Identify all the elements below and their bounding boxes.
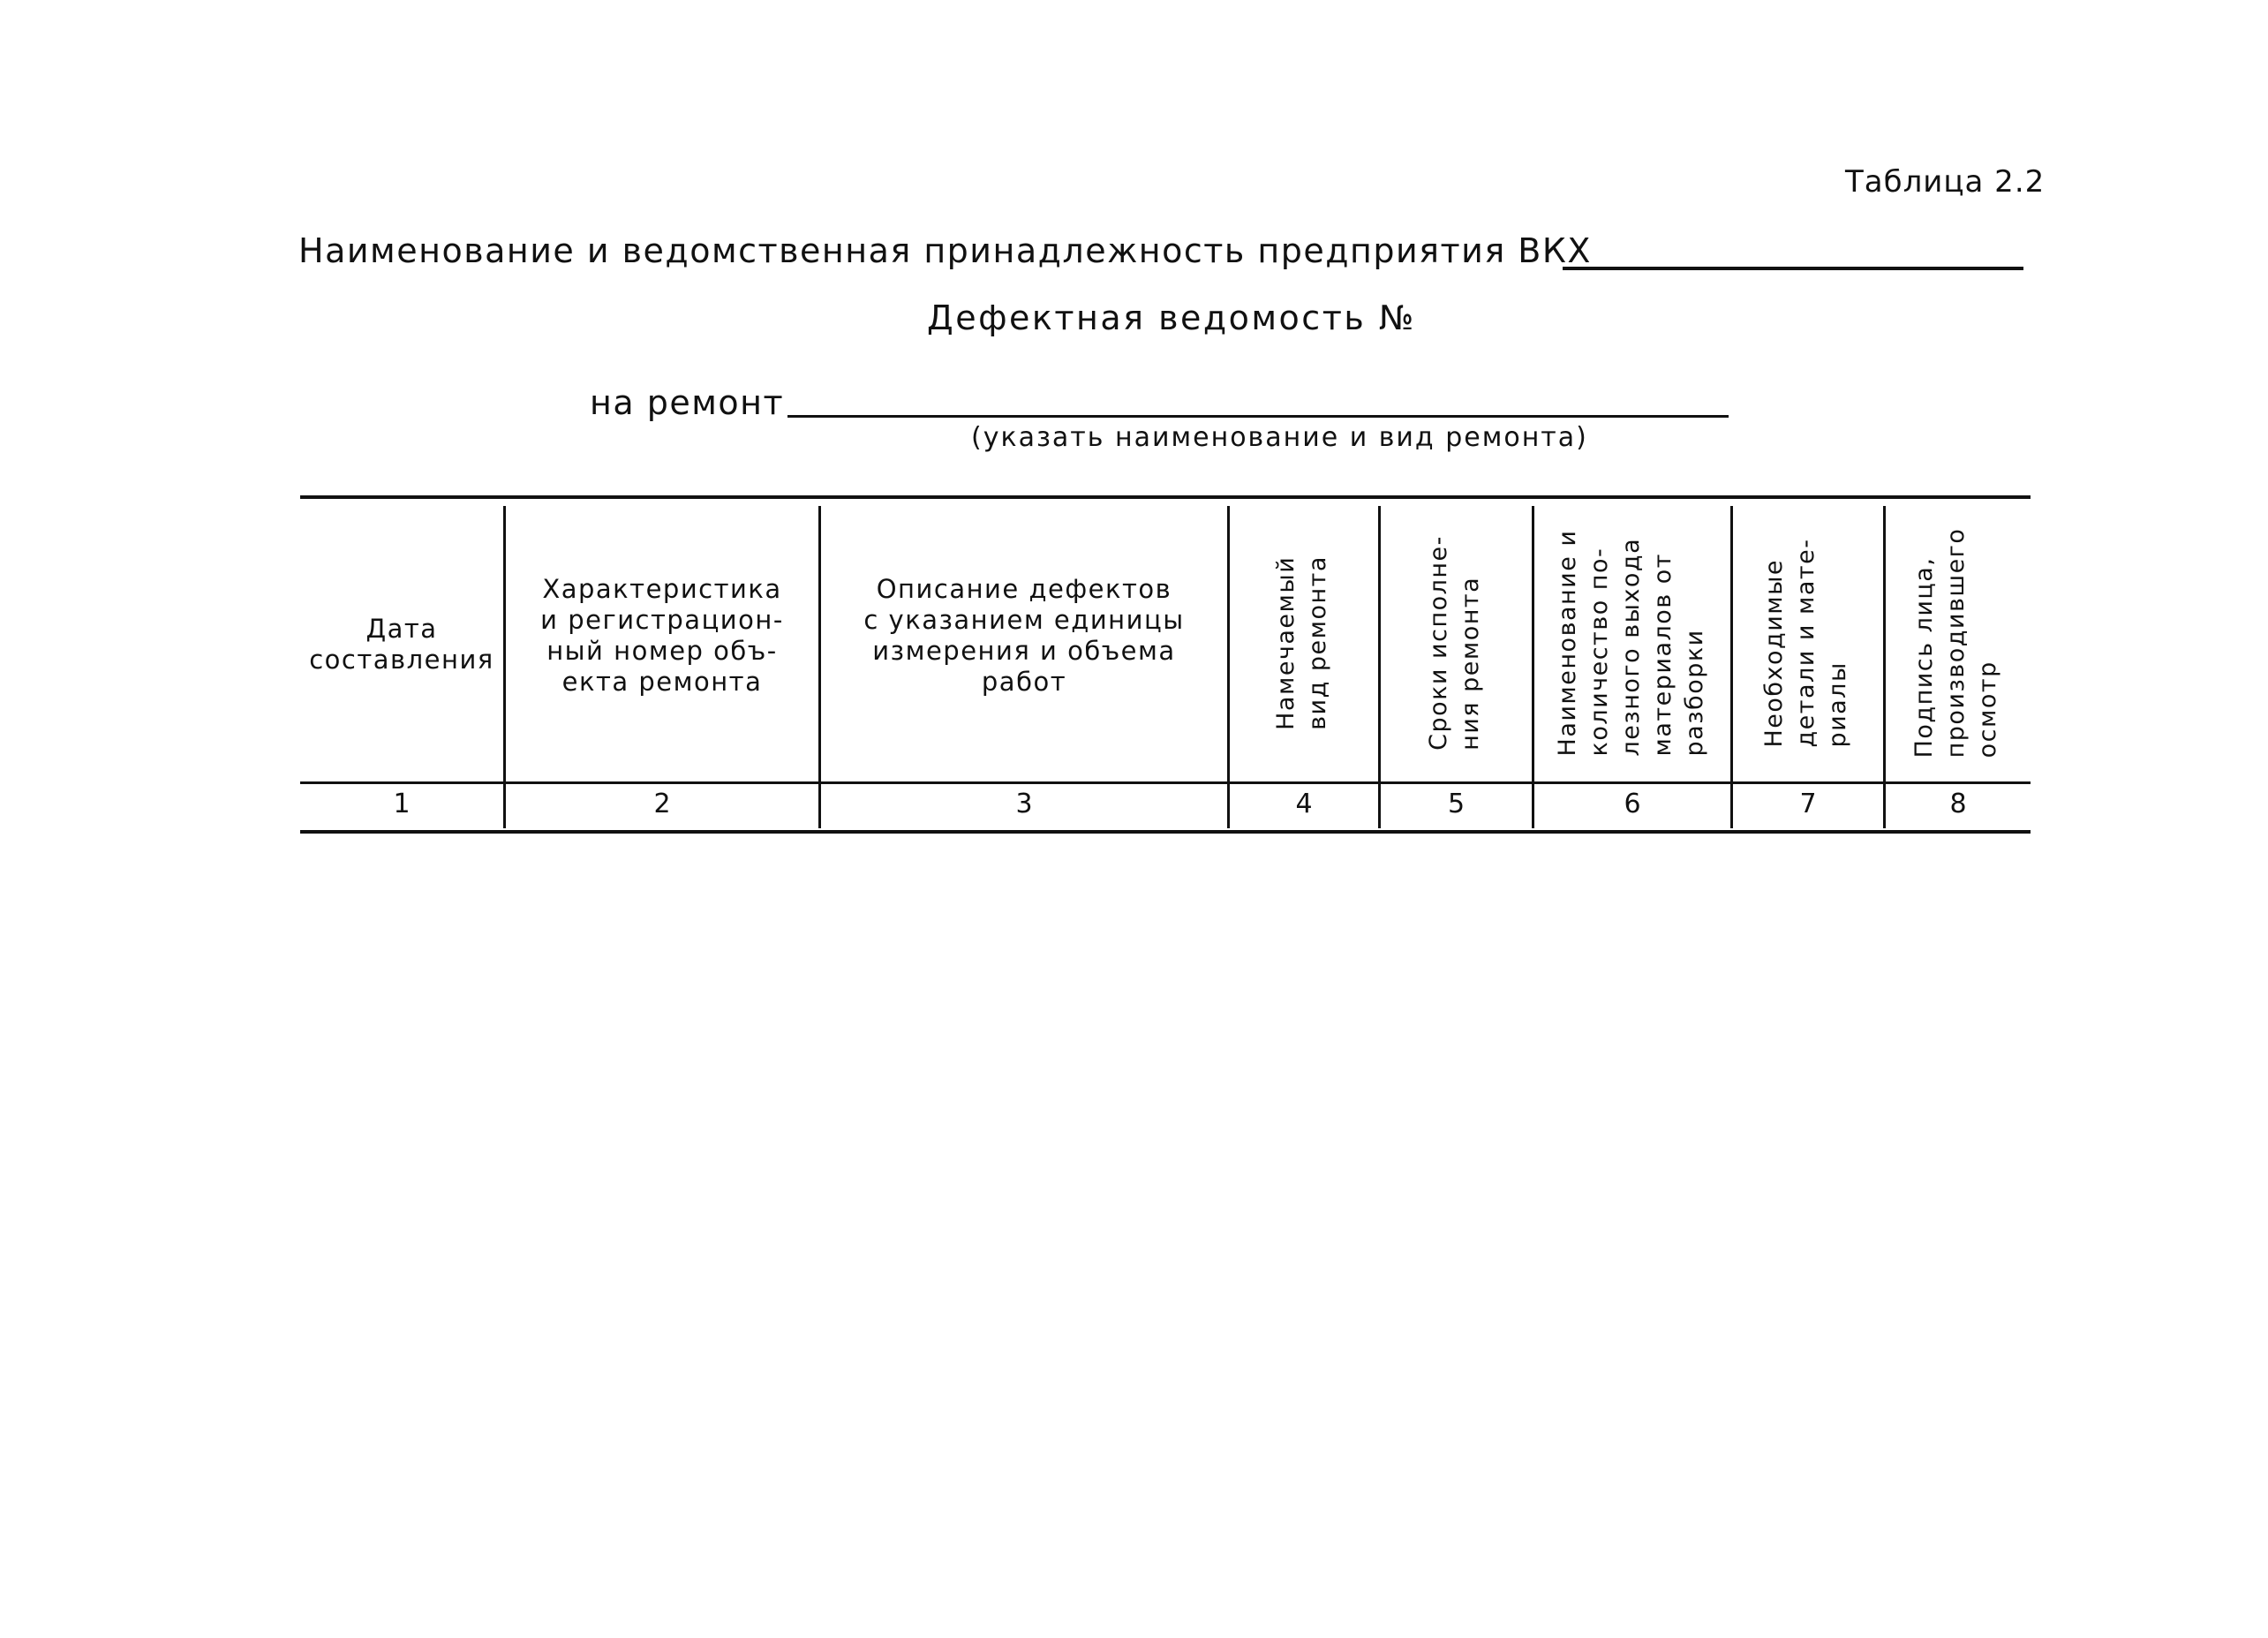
column-number: 3	[1015, 789, 1033, 819]
column-number: 1	[393, 789, 411, 819]
repair-label: на ремонт	[590, 383, 785, 422]
table-bottom-rule	[300, 830, 2031, 834]
column-divider	[1378, 506, 1381, 828]
column-number: 7	[1799, 789, 1817, 819]
column-header-label: Сроки исполне- ния ремонта	[1425, 535, 1484, 751]
column-header-object	[506, 556, 818, 715]
table-number: Таблица 2.2	[1845, 164, 2046, 200]
column-header-signature	[1886, 510, 2027, 775]
column-header-repair-type	[1232, 510, 1373, 775]
column-number: 8	[1949, 789, 1967, 819]
column-header-label: Дата составления	[309, 614, 494, 675]
column-header-label: Описание дефектов с указанием единицы измерения и объема работ	[863, 574, 1185, 697]
column-header-defects	[821, 556, 1227, 715]
column-header-label: Необходимые детали и мате- риалы	[1760, 538, 1851, 748]
repair-blank-line	[787, 415, 1729, 418]
organization-blank-line	[1563, 267, 2023, 270]
column-header-deadline	[1384, 510, 1526, 775]
column-header-label: Намечаемый вид ремонта	[1272, 555, 1331, 730]
column-header-salvage	[1539, 510, 1724, 775]
column-number: 2	[653, 789, 671, 819]
column-number: 5	[1447, 789, 1466, 819]
column-header-label: Подпись лица, производившего осмотр	[1910, 527, 2001, 759]
column-divider	[1532, 506, 1534, 828]
repair-hint: (указать наименование и вид ремонта)	[971, 422, 1588, 453]
column-header-date	[300, 565, 503, 724]
organization-label: Наименование и ведомственная принадлежность предприятия ВКХ	[298, 231, 1592, 270]
column-divider	[1730, 506, 1733, 828]
column-number: 6	[1624, 789, 1641, 819]
document-title: Дефектная ведомость №	[927, 298, 1416, 337]
column-divider	[1227, 506, 1230, 828]
header-bottom-rule	[300, 781, 2031, 784]
column-header-label: Наименование и количество по- лезного выхода материалов от разборки	[1554, 529, 1708, 757]
column-header-label: Характеристика и регистрацион- ный номер объ- екта ремонта	[540, 574, 784, 697]
column-number: 4	[1295, 789, 1313, 819]
table-top-rule	[300, 495, 2031, 499]
column-header-parts	[1736, 510, 1877, 775]
